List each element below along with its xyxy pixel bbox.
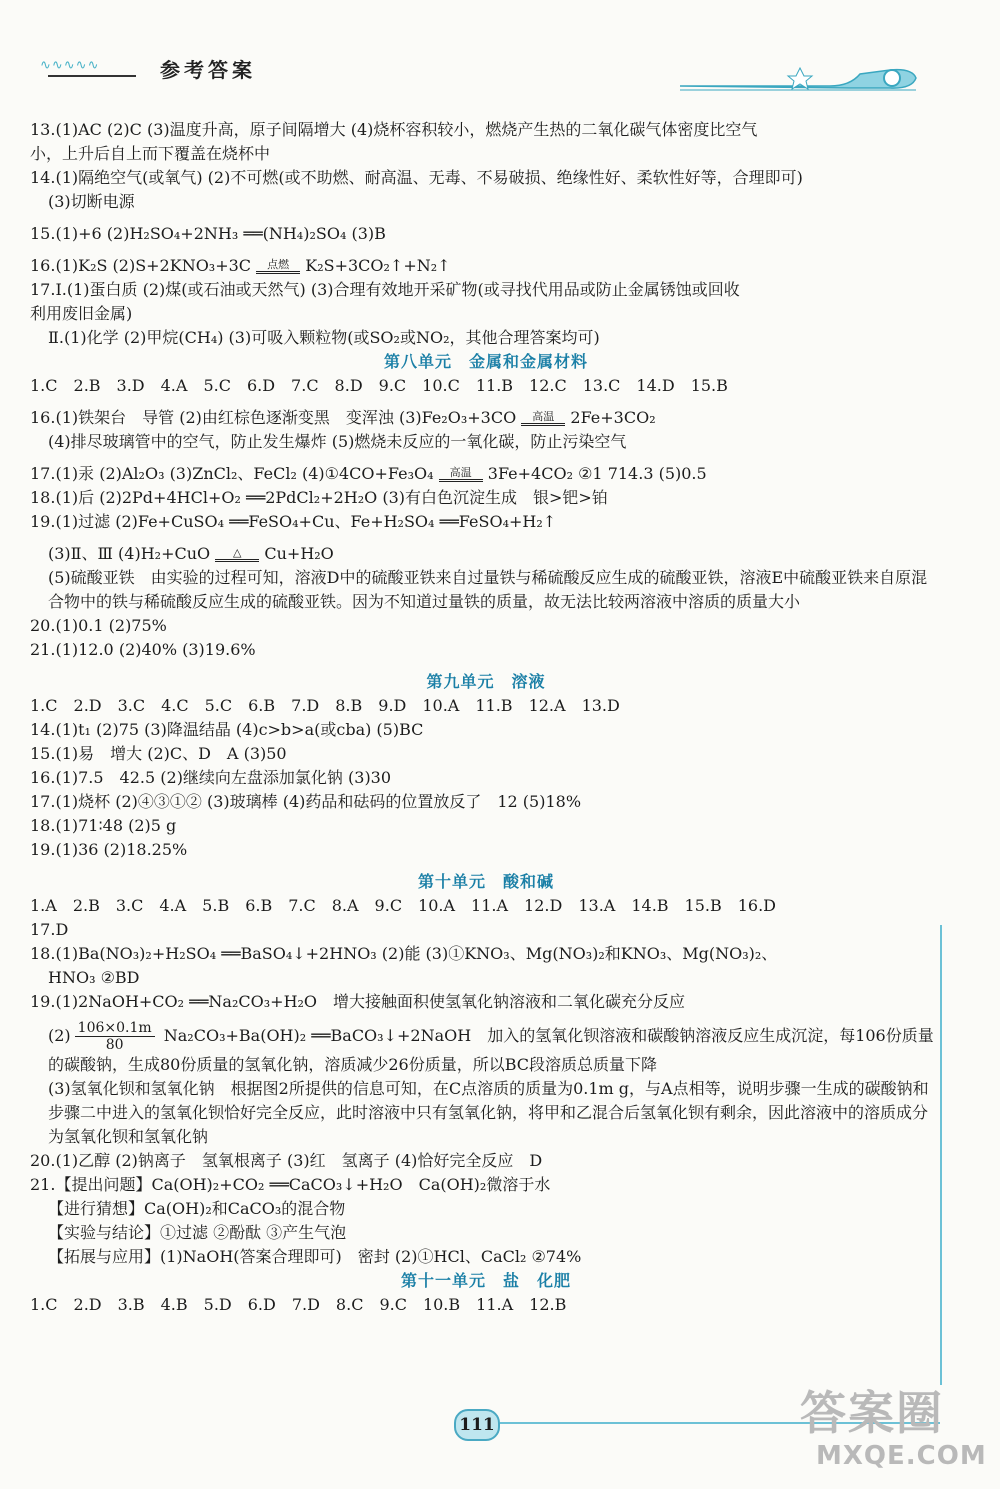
answer-line: 【实验与结论】①过滤 ②酚酞 ③产生气泡: [48, 1223, 347, 1242]
answer-line: 19.(1)过滤 (2)Fe+CuSO₄ ══FeSO₄+Cu、Fe+H₂SO₄ ══FeSO₄+H₂↑: [30, 512, 557, 531]
equation-right: 2Fe+3CO₂: [570, 408, 656, 427]
answer-line: HNO₃ ②BD: [48, 968, 140, 987]
answer-line: 20.(1)乙醇 (2)钠离子 氢氧根离子 (3)红 氢离子 (4)恰好完全反应 D: [30, 1151, 543, 1170]
header-rule: [48, 75, 136, 77]
section-title: 第十一单元 盐 化肥: [400, 1271, 571, 1290]
answer-line: 16.(1)7.5 42.5 (2)继续向左盘添加氯化钠 (3)30: [30, 768, 392, 787]
answer-line: 17.Ⅰ.(1)蛋白质 (2)煤(或石油或天然气) (3)合理有效地开采矿物(或寻找代用品或防止金属锈蚀或回收: [30, 280, 740, 299]
answer-line: 18.(1)71∶48 (2)5 g: [30, 816, 177, 835]
equation-right: 3Fe+4CO₂ ②1 714.3 (5)0.5: [487, 464, 707, 483]
equation-left: 16.(1)铁架台 导管 (2)由红棕色逐渐变黑 变浑浊 (3)Fe₂O₃+3CO: [30, 408, 517, 427]
answer-body: [30, 118, 942, 1317]
answer-line: 14.(1)隔绝空气(或氧气) (2)不可燃(或不助燃、耐高温、无毒、不易破损、绝缘性好、柔软性好等，合理即可): [30, 168, 803, 187]
section-title: 第八单元 金属和金属材料: [383, 352, 588, 371]
equation-left: (3)Ⅱ、Ⅲ (4)H₂+CuO: [48, 544, 211, 563]
answer-line: 18.(1)Ba(NO₃)₂+H₂SO₄ ══BaSO₄↓+2HNO₃ (2)能 (3)①KNO₃、Mg(NO₃)₂和KNO₃、Mg(NO₃)₂、: [30, 944, 778, 963]
header-title: 参考答案: [160, 58, 256, 82]
answer-line: 1.C 2.B 3.D 4.A 5.C 6.D 7.C 8.D 9.C 10.C 11.B 12.C 13.C 14.D 15.B: [30, 376, 728, 395]
section-title: 第九单元 溶液: [426, 672, 546, 691]
watermark-logo: [800, 1385, 990, 1485]
answer-line: 14.(1)t₁ (2)75 (3)降温结晶 (4)c>b>a(或cba) (5)BC: [30, 720, 424, 739]
section-title: 第十单元 酸和碱: [417, 872, 554, 891]
answer-line: [30, 542, 942, 566]
answer-line: 1.C 2.D 3.C 4.C 5.C 6.B 7.D 8.B 9.D 10.A 11.B 12.A 13.D: [30, 696, 620, 715]
answer-paragraph: [30, 1020, 942, 1077]
answer-line: 18.(1)后 (2)2Pd+4HCl+O₂ ══2PdCl₂+2H₂O (3)有白色沉淀生成 银>钯>铂: [30, 488, 608, 507]
answer-line: 21.【提出问题】Ca(OH)₂+CO₂ ══CaCO₃↓+H₂O Ca(OH)₂微溶于水: [30, 1175, 551, 1194]
answer-line: 利用废旧金属): [30, 304, 133, 323]
answer-line: 15.(1)易 增大 (2)C、D A (3)50: [30, 744, 287, 763]
watermark-url: MXQE.COM: [816, 1441, 987, 1471]
answer-line: [30, 254, 942, 278]
answer-line: 19.(1)2NaOH+CO₂ ══Na₂CO₃+H₂O 增大接触面积使氢氧化钠溶液和二氧化碳充分反应: [30, 992, 686, 1011]
answer-line: 21.(1)12.0 (2)40% (3)19.6%: [30, 640, 256, 659]
answer-line: (3)切断电源: [48, 192, 135, 211]
fraction: $\frac{106\times 0.1m}{80}$: [75, 1020, 155, 1053]
answer-line: [30, 462, 942, 486]
pencil-banner-icon: [680, 64, 920, 92]
answer-line: 1.A 2.B 3.C 4.A 5.B 6.B 7.C 8.A 9.C 10.A 11.A 12.D 13.A 14.B 15.B 16.D: [30, 896, 777, 915]
answer-line: Ⅱ.(1)化学 (2)甲烷(CH₄) (3)可吸入颗粒物(或SO₂或NO₂，其他合理答案均可): [48, 328, 600, 347]
answer-line: 小，上升后自上而下覆盖在烧杯中: [30, 144, 271, 163]
answer-line: 【拓展与应用】(1)NaOH(答案合理即可) 密封 (2)①HCl、CaCl₂ ②74%: [48, 1247, 582, 1266]
answer-line: 20.(1)0.1 (2)75%: [30, 616, 167, 635]
answer-line: 1.C 2.D 3.B 4.B 5.D 6.D 7.D 8.C 9.C 10.B 11.A 12.B: [30, 1295, 567, 1314]
equation-left: 16.(1)K₂S (2)S+2KNO₃+3C: [30, 256, 252, 275]
answer-line: [30, 406, 942, 430]
answer-explanation: Na₂CO₃+Ba(OH)₂ ══BaCO₃↓+2NaOH 加入的氢氧化钡溶液和碳酸钠溶液反应生成沉淀，每106份质量的碳酸钠，生成80份质量的氢氧化钠，溶质减少26份质量，所以BC段溶质总质量下降: [48, 1026, 934, 1074]
margin-rule: [940, 925, 942, 1385]
answer-line: 13.(1)AC (2)C (3)温度升高，原子间隔增大 (4)烧杯容积较小，燃烧产生热的二氧化碳气体密度比空气: [30, 120, 758, 139]
answer-paragraph: (5)硫酸亚铁 由实验的过程可知，溶液D中的硫酸亚铁来自过量铁与稀硫酸反应生成的硫酸亚铁，溶液E中硫酸亚铁来自原混合物中的铁与稀硫酸反应生成的硫酸亚铁。因为不知道过量铁的质量，故无法比较两溶液中溶质的质量大小: [48, 568, 928, 611]
reaction-condition: △: [215, 547, 259, 566]
answer-line: 17.(1)烧杯 (2)④③①② (3)玻璃棒 (4)药品和砝码的位置放反了 12 (5)18%: [30, 792, 582, 811]
page-number: 111: [454, 1409, 500, 1441]
answer-line: 17.D: [30, 920, 69, 939]
equation-right: Cu+H₂O: [264, 544, 334, 563]
reaction-condition: 点燃: [256, 259, 300, 278]
page-header: [0, 0, 1000, 110]
answer-line: 19.(1)36 (2)18.25%: [30, 840, 188, 859]
reaction-condition: 高温: [521, 411, 565, 430]
watermark-text: 答案圈: [800, 1386, 944, 1440]
reaction-condition: 高温: [439, 467, 483, 486]
equation-left: 17.(1)汞 (2)Al₂O₃ (3)ZnCl₂、FeCl₂ (4)①4CO+Fe₃O₄: [30, 464, 434, 483]
header-decoration: ∿∿∿∿∿: [40, 58, 100, 73]
equation-right: K₂S+3CO₂↑+N₂↑: [305, 256, 451, 275]
sub-question-label: (2): [48, 1026, 71, 1045]
answer-line: (4)排尽玻璃管中的空气，防止发生爆炸 (5)燃烧未反应的一氧化碳，防止污染空气: [48, 432, 627, 451]
answer-line: 15.(1)+6 (2)H₂SO₄+2NH₃ ══(NH₄)₂SO₄ (3)B: [30, 224, 386, 243]
answer-paragraph: (3)氢氧化钡和氢氧化钠 根据图2所提供的信息可知，在C点溶质的质量为0.1m g，与A点相等，说明步骤一生成的碳酸钠和步骤二中进入的氢氧化钡恰好完全反应，此时溶液中只有氢氧化钠，将甲和乙混合后氢氧化钡有剩余，因此溶液中的溶质成分为氢氧化钡和氢氧化钠: [48, 1079, 929, 1146]
answer-line: 【进行猜想】Ca(OH)₂和CaCO₃的混合物: [48, 1199, 346, 1218]
